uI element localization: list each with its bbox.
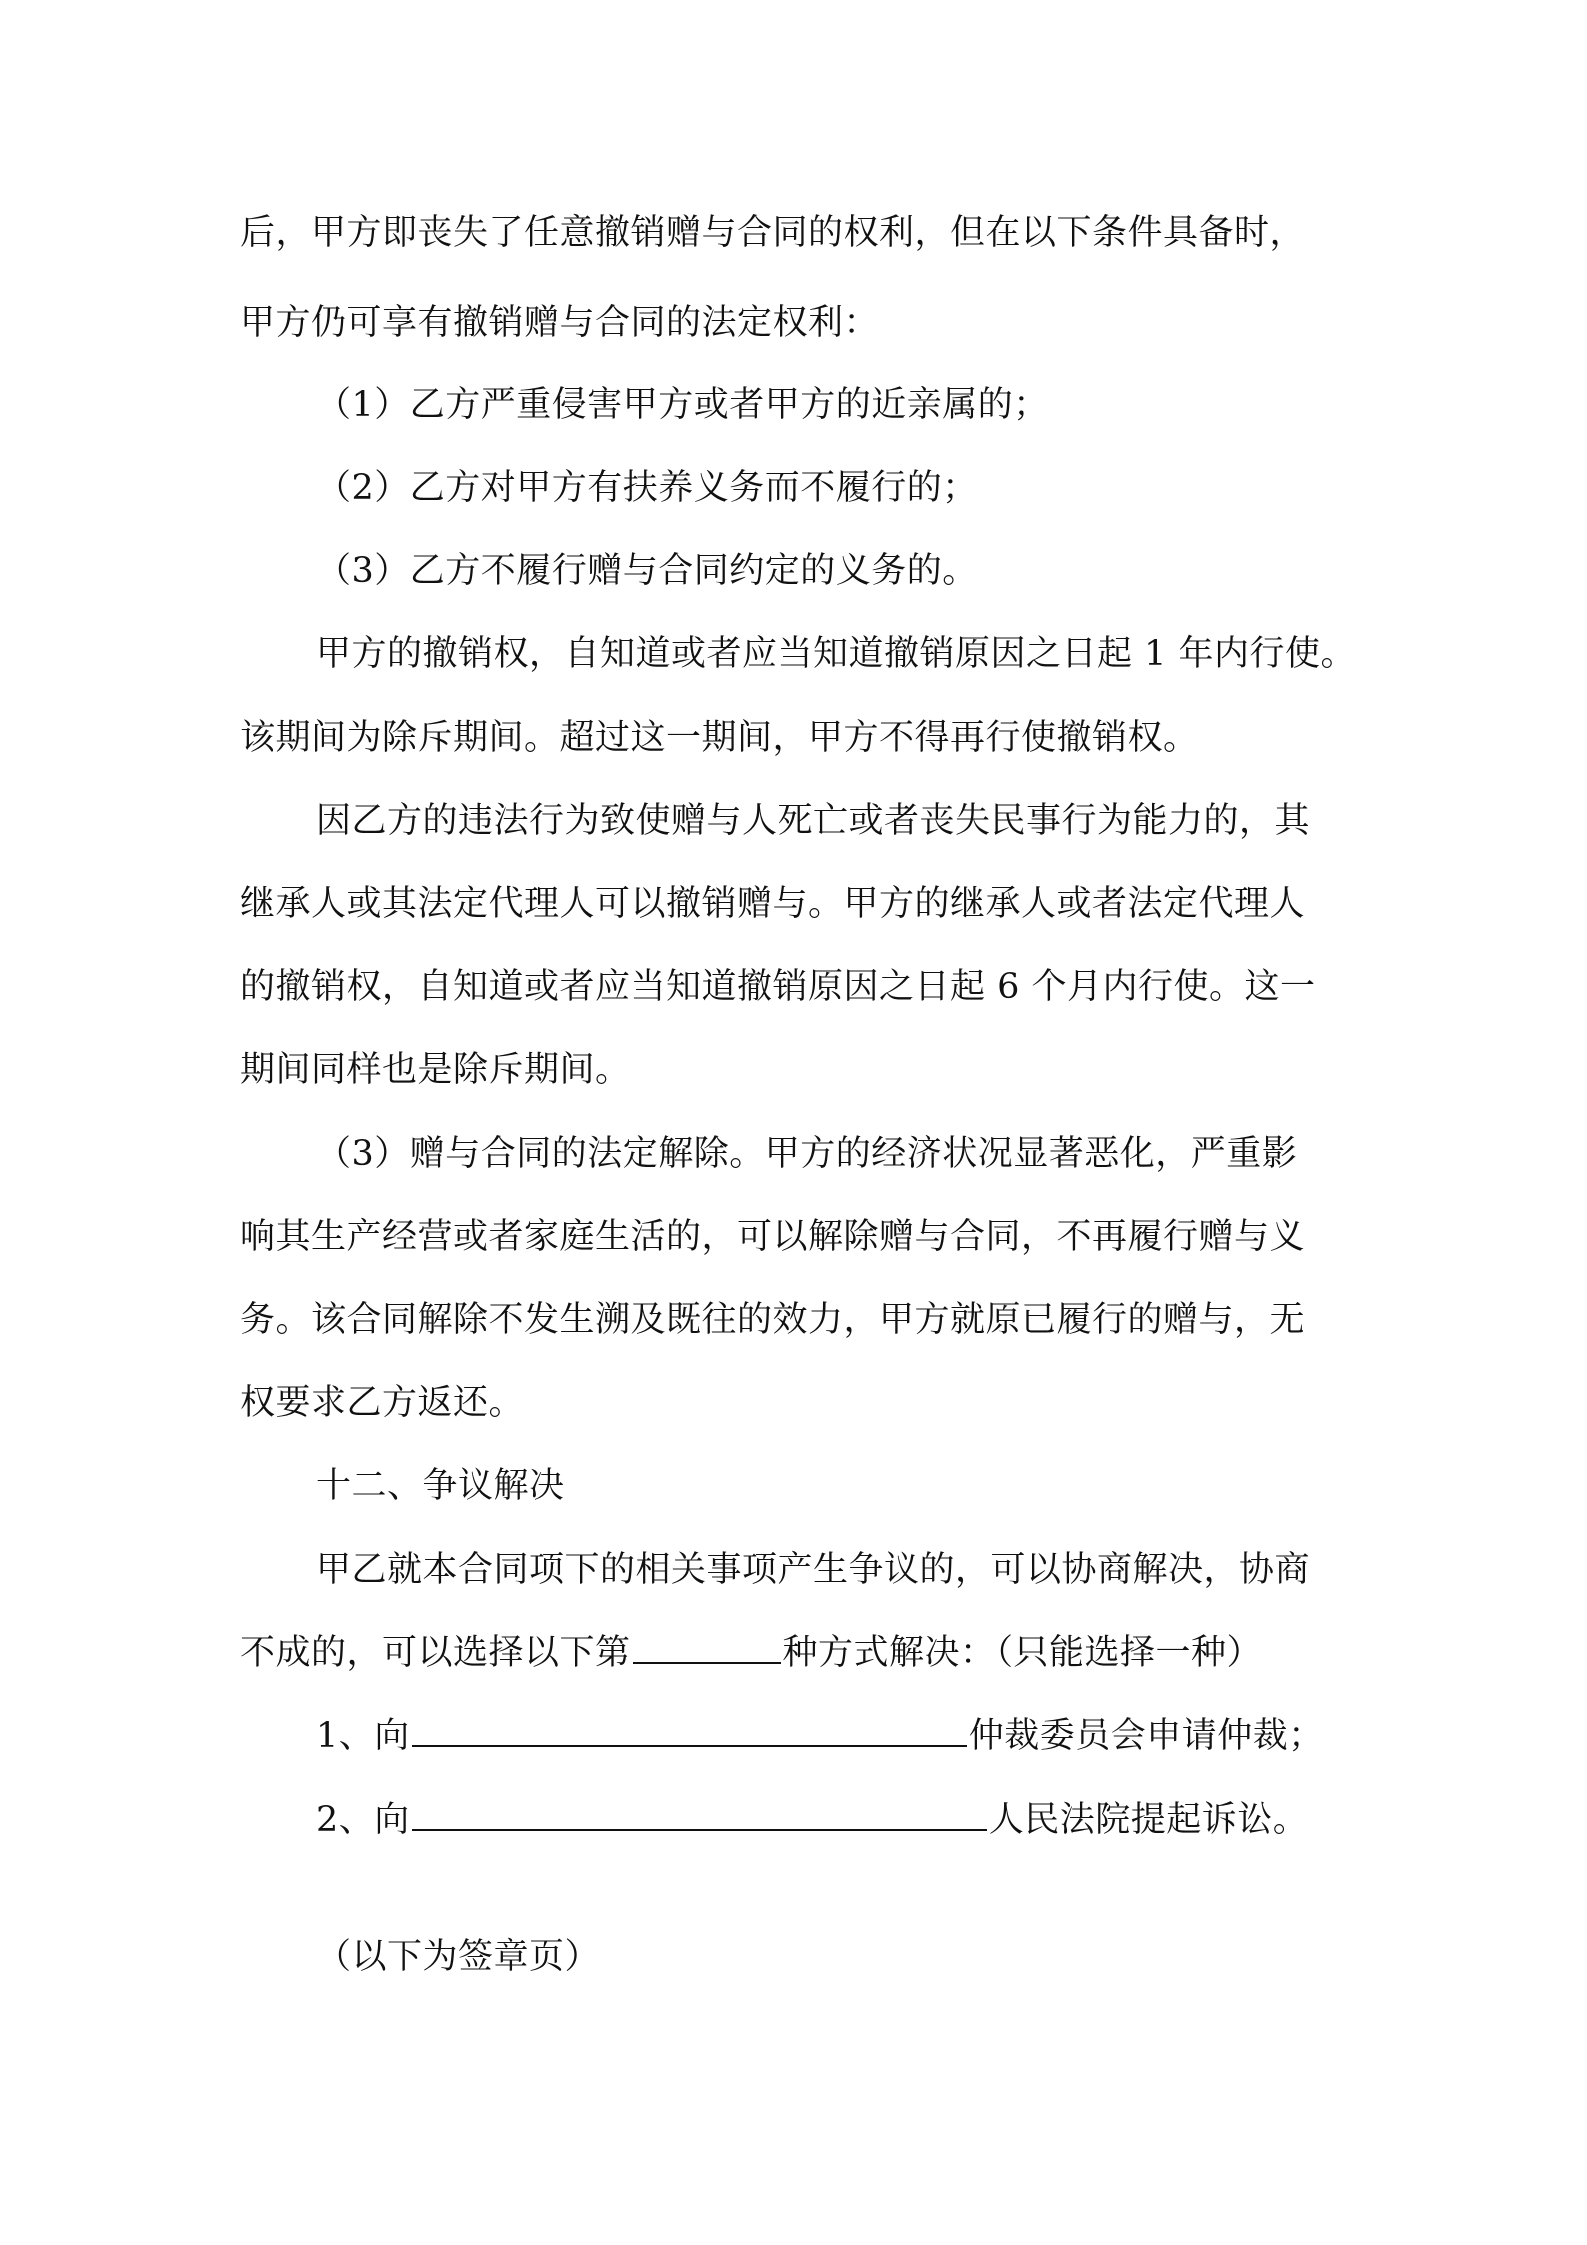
section-heading: 十二、争议解决: [316, 1466, 565, 1506]
option-label: 1、向: [316, 1716, 410, 1756]
option-label: 2、向: [316, 1800, 410, 1840]
paragraph-line: 务。该合同解除不发生溯及既往的效力，甲方就原已履行的赠与，无: [240, 1300, 1306, 1340]
signature-page-note: （以下为签章页）: [316, 1937, 601, 1977]
paragraph-line: 的撤销权，自知道或者应当知道撤销原因之日起 6 个月内行使。这一: [240, 967, 1316, 1007]
paragraph-line: 继承人或其法定代理人可以撤销赠与。甲方的继承人或者法定代理人: [240, 884, 1306, 924]
paragraph-line: 权要求乙方返还。: [240, 1383, 525, 1423]
paragraph-line: （3）赠与合同的法定解除。甲方的经济状况显著恶化，严重影: [316, 1134, 1298, 1174]
method-number-blank[interactable]: [633, 1628, 781, 1664]
option-text: 人民法院提起诉讼。: [988, 1800, 1309, 1840]
choice-line: [240, 1628, 1262, 1678]
paragraph-line: 响其生产经营或者家庭生活的，可以解除赠与合同，不再履行赠与义: [240, 1217, 1306, 1257]
paragraph-line: 因乙方的违法行为致使赠与人死亡或者丧失民事行为能力的，其: [316, 801, 1311, 841]
arbitration-committee-blank[interactable]: [412, 1711, 967, 1747]
option-text: 仲裁委员会申请仲裁；: [968, 1716, 1324, 1756]
court-name-blank[interactable]: [412, 1795, 987, 1831]
paragraph-line: 期间同样也是除斥期间。: [240, 1050, 631, 1090]
option-litigation: [316, 1795, 1308, 1845]
option-arbitration: [316, 1711, 1324, 1761]
paragraph-line: 后，甲方即丧失了任意撤销赠与合同的权利，但在以下条件具备时，: [240, 213, 1306, 253]
paragraph-line: 甲乙就本合同项下的相关事项产生争议的，可以协商解决，协商: [316, 1550, 1311, 1590]
list-item: （2）乙方对甲方有扶养义务而不履行的；: [316, 468, 978, 508]
list-item: （3）乙方不履行赠与合同约定的义务的。: [316, 551, 978, 591]
paragraph-line: 甲方仍可享有撤销赠与合同的法定权利：: [240, 303, 880, 343]
choice-text-after: 种方式解决：（只能选择一种）: [782, 1633, 1263, 1673]
list-item: （1）乙方严重侵害甲方或者甲方的近亲属的；: [316, 385, 1049, 425]
paragraph-line: 该期间为除斥期间。超过这一期间，甲方不得再行使撤销权。: [240, 718, 1199, 758]
choice-text-before: 不成的，可以选择以下第: [240, 1633, 631, 1673]
paragraph-line: 甲方的撤销权，自知道或者应当知道撤销原因之日起 1 年内行使。: [316, 634, 1357, 674]
